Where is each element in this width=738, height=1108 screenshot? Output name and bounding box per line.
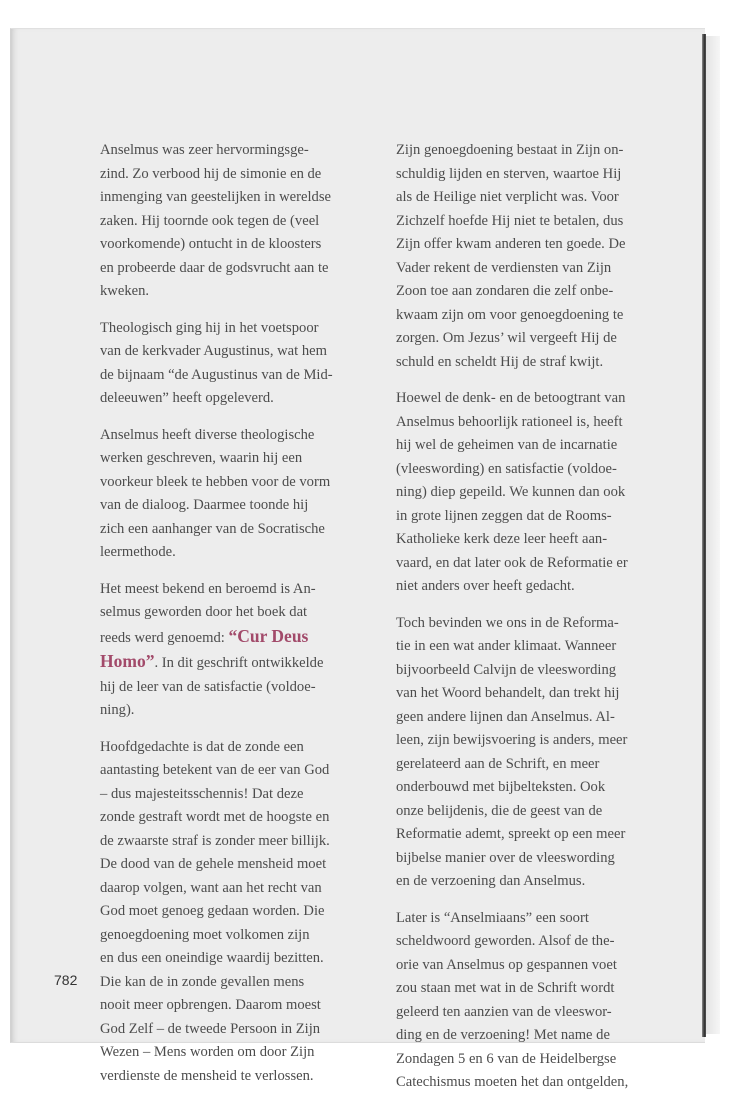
text-line: scheldwoord geworden. Alsof de the- [396,933,615,949]
paragraph-theology-augustinus [100,317,368,411]
text-line: orie van Anselmus op gespannen voet [396,956,617,973]
text-line: onze belijdenis, die de geest van de [396,802,603,819]
page-number: 782 [54,972,78,988]
text-line: onderbouwd met bijbelteksten. Ook [396,779,606,795]
text-line: genoegdoening moet volkomen zijn [100,926,310,943]
text-line: Wezen – Mens worden om door Zijn [100,1044,315,1060]
text-line: niet anders over heeft gedacht. [396,578,575,594]
text-line: zich een aanhanger van de Socratische [100,520,325,537]
text-fragment: . In dit geschrift ontwikkelde [154,655,324,671]
text-line: tie in een wat ander klimaat. Wanneer [396,638,617,654]
text-line: inmenging van geestelijken in wereldse [100,189,331,205]
text-line: Zijn genoegdoening bestaat in Zijn on- [396,142,624,158]
text-line: hij de leer van de satisfactie (voldoe- [100,678,316,695]
paragraph-satisfaction [396,139,690,374]
text-line: Zijn offer kwam anderen ten goede. De [396,236,626,252]
text-line: in grote lijnen zeggen dat de Rooms- [396,507,612,524]
text-line: Hoofdgedachte is dat de zonde een [100,738,304,755]
text-line: aantasting betekent van de eer van God [100,762,330,778]
text-line: ding en de verzoening! Met name de [396,1027,610,1043]
text-line: schuldig lijden en sterven, waartoe Hij [396,165,622,182]
text-line: God Zelf – de tweede Persoon in Zijn [100,1020,321,1037]
text-line: ning). [100,702,135,718]
text-line: kwaam zijn om voor genoegdoening te [396,306,624,323]
text-line: De dood van de gehele mensheid moet [100,856,327,872]
text-line: en probeerde daar de godsvrucht aan te [100,259,329,276]
text-line: Anselmus was zeer hervormingsge- [100,142,309,158]
text-line: en dus een oneindige waardij bezitten. [100,950,324,966]
text-line: Theologisch ging hij in het voetspoor [100,319,319,336]
text-line: van de dialoog. Daarmee toonde hij [100,497,309,513]
text-line: bijvoorbeeld Calvijn de vleeswording [396,661,617,678]
text-line: zou staan met wat in de Schrift wordt [396,980,615,996]
text-line: selmus geworden door het boek dat [100,604,308,620]
text-line: vaard, en dat later ook de Reformatie er [396,554,628,571]
text-line: Katholieke kerk deze leer heeft aan- [396,531,608,547]
text-line: zonde gestraft wordt met de hoogste en [100,809,330,825]
paragraph-rational [396,387,690,599]
text-line: – dus majesteitsschennis! Dat deze [100,785,304,802]
text-line: de zwaarste straf is zonder meer billijk. [100,832,330,849]
text-line: werken geschreven, waarin hij een [100,450,303,466]
text-line [100,625,368,651]
text-line: hij wel de geheimen van de incarnatie [396,437,618,453]
text-line: gerelateerd aan de Schrift, en meer [396,755,600,772]
text-line: Reformatie ademt, spreekt op een meer [396,826,626,842]
text-line [100,650,368,676]
right-column [396,139,690,1108]
left-column [100,139,368,1101]
text-line: Zondagen 5 en 6 van de Heidelbergse [396,1050,617,1067]
paragraph-cur-deus-homo [100,578,368,723]
text-line: van het Woord behandelt, dan trekt hij [396,685,620,701]
text-line: daarop volgen, want aan het recht van [100,879,322,896]
text-line: zaken. Hij toornde ook tegen de (veel [100,212,320,229]
text-line: zorgen. Om Jezus’ wil vergeeft Hij de [396,330,617,346]
text-line: God moet genoeg gedaan worden. Die [100,903,325,919]
text-line: schuld en scheldt Hij de straf kwijt. [396,353,604,370]
text-line: van de kerkvader Augustinus, wat hem [100,343,327,359]
text-line: Anselmus heeft diverse theologische [100,426,315,443]
text-line: en de verzoening dan Anselmus. [396,873,586,889]
text-line: voorkeur bleek te hebben voor de vorm [100,473,331,490]
text-line: Zoon toe aan zondaren die zelf onbe- [396,283,614,299]
text-line: deleeuwen” heeft opgeleverd. [100,390,274,406]
book-title-highlight: “Cur Deus [228,625,309,646]
text-line: leermethode. [100,544,176,560]
next-page-edge [706,36,720,1034]
text-line: Hoewel de denk- en de betoogtrant van [396,390,626,406]
text-line: ning) diep gepeild. We kunnen dan ook [396,484,626,500]
text-line: Vader rekent de verdiensten van Zijn [396,259,612,276]
text-line: verdienste de mensheid te verlossen. [100,1067,314,1084]
text-line: bijbelse manier over de vleeswording [396,849,615,866]
text-line: Anselmus behoorlijk rationeel is, heeft [396,413,623,430]
text-line: Later is “Anselmiaans” een soort [396,909,589,926]
text-line: voorkomende) ontucht in de kloosters [100,236,322,252]
text-line: Het meest bekend en beroemd is An- [100,580,316,597]
text-line: geen andere lijnen dan Anselmus. Al- [396,708,615,725]
text-line: de bijnaam “de Augustinus van de Mid- [100,366,333,383]
text-line: geleerd ten aanzien van de vleeswor- [396,1003,612,1020]
paragraph-main-thought [100,736,368,1089]
text-line: Toch bevinden we ons in de Reforma- [396,614,619,631]
text-line: Zichzelf hoefde Hij niet te betalen, dus [396,212,624,229]
text-line: als de Heilige niet verplicht was. Voor [396,189,619,205]
text-line: nooit meer opbrengen. Daarom moest [100,997,321,1013]
book-title-highlight: Homo” [100,651,155,671]
text-line: zind. Zo verbood hij de simonie en de [100,165,322,182]
paragraph-reformation [396,612,690,894]
text-line: leen, zijn bewijsvoering is anders, meer [396,732,628,748]
paragraph-anselmiaans [396,907,690,1095]
paragraph-anselmus-reform [100,139,368,304]
text-line: kweken. [100,283,150,299]
text-line: Catechismus moeten het dan ontgelden, [396,1074,629,1090]
text-line: Die kan de in zonde gevallen mens [100,973,305,990]
text-line: (vleeswording) en satisfactie (voldoe- [396,460,617,477]
text-fragment: reeds werd genoemd: [100,629,229,646]
paragraph-dialogue-works [100,424,368,565]
book-page [10,28,705,1090]
